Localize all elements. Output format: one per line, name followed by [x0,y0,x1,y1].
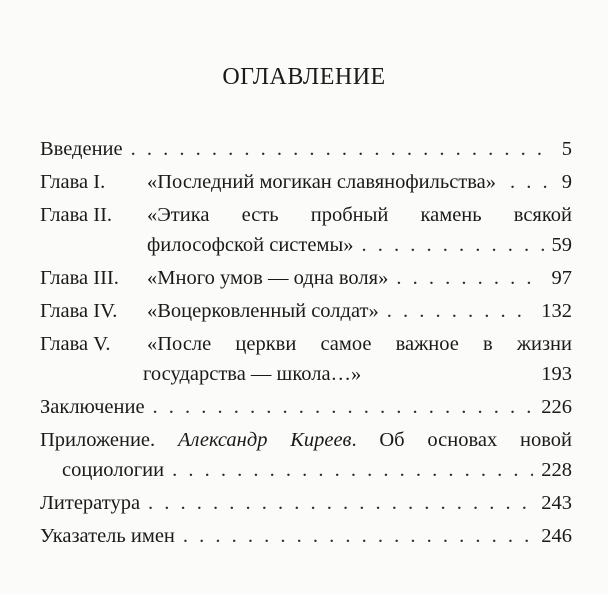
toc-entry-name-index[interactable] [40,521,572,551]
dot-leader [183,521,533,551]
page-number: 226 [541,396,572,418]
page-number: 193 [541,363,572,385]
page-number: 5 [561,138,572,160]
appendix-suffix: . Об основах новой [351,429,573,451]
page-number: 243 [541,492,572,514]
entry-title-line-2: государства — школа…» [143,363,362,385]
entry-title-line-1 [40,425,572,455]
page-number: 246 [541,525,572,547]
chapter-label: Глава IV. [40,300,118,322]
toc-entry-chapter-1[interactable] [40,167,572,197]
toc-entry-introduction[interactable] [40,134,572,164]
appendix-author: Александр Киреев [177,429,352,451]
page-number: 97 [551,267,572,289]
chapter-label: Глава II. [40,204,113,226]
page-number: 228 [541,459,572,481]
entry-title: Указатель имен [40,525,175,547]
toc-entry-chapter-5[interactable] [40,329,572,389]
entry-title: «Много умов — одна воля» [147,267,389,289]
chapter-label: Глава I. [40,171,106,193]
dot-leader [396,263,543,293]
appendix-prefix: Приложение. [40,429,156,451]
dot-leader [387,296,534,326]
entry-title: Литература [40,492,141,514]
page-number: 59 [551,234,572,256]
dot-leader [148,488,533,518]
toc-entry-chapter-4[interactable] [40,296,572,326]
entry-title-line-2: социологии [62,459,165,481]
toc-heading: ОГЛАВЛЕНИЕ [222,64,386,90]
dot-leader [361,230,543,260]
dot-leader [131,134,554,164]
entry-title-line-2: философской системы» [147,234,354,256]
toc-entry-conclusion[interactable] [40,392,572,422]
entry-title-line-1: «После церкви самое важное в жизни [147,333,572,355]
entry-title: «Последний могикан славянофильства» [147,171,497,193]
page-number: 9 [561,171,572,193]
toc-entry-chapter-3[interactable] [40,263,572,293]
entry-title: Введение [40,138,123,160]
page-number: 132 [541,300,572,322]
entry-title: «Воцерковленный солдат» [147,300,379,322]
toc-entry-chapter-2[interactable] [40,200,572,260]
entry-title-line-1: «Этика есть пробный камень всякой [147,204,572,226]
chapter-label: Глава V. [40,333,111,355]
chapter-label: Глава III. [40,267,119,289]
toc-entry-literature[interactable] [40,488,572,518]
dot-leader [510,167,554,197]
table-of-contents [40,134,572,551]
dot-leader [153,392,534,422]
dot-leader [172,455,533,485]
entry-title: Заключение [40,396,145,418]
toc-entry-appendix[interactable] [40,425,572,485]
